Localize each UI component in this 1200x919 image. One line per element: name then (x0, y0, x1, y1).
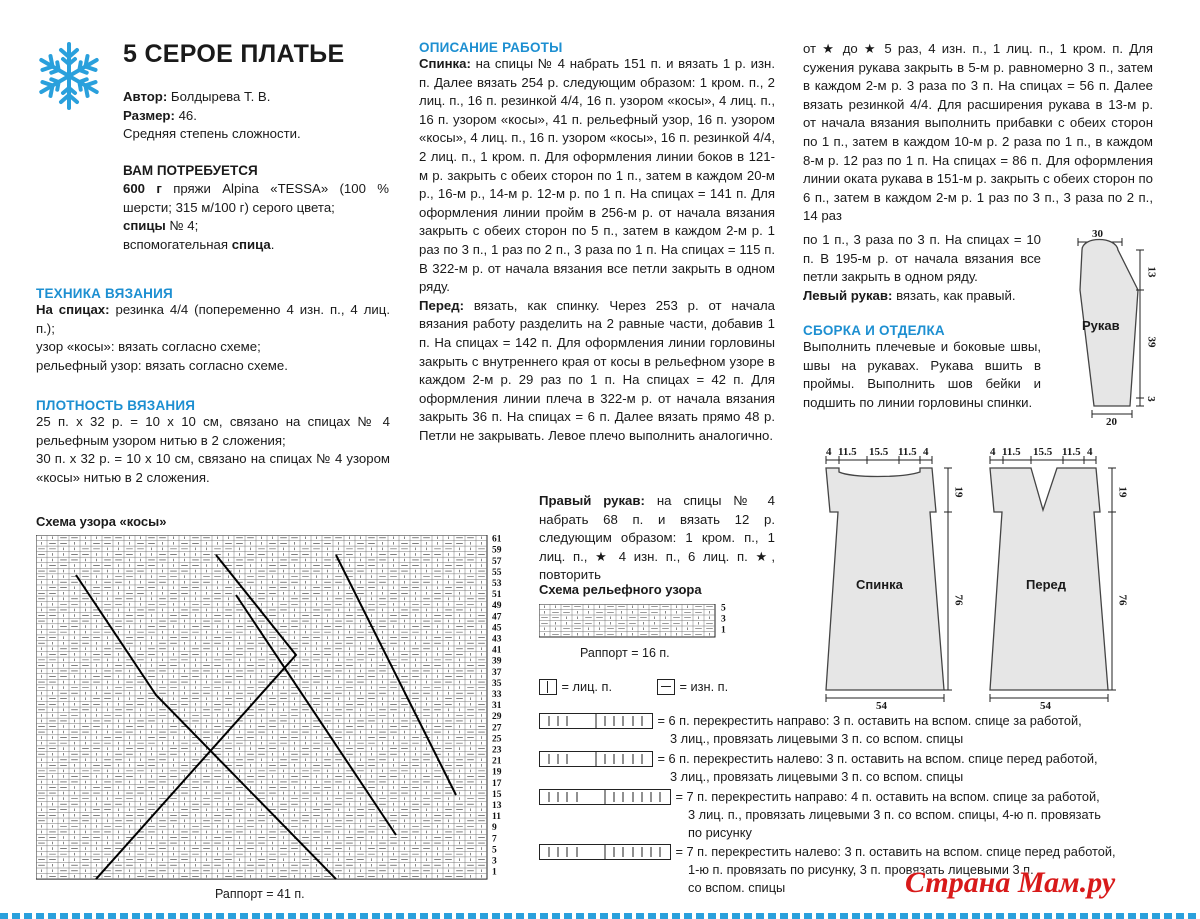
cable-chart-repeat: Раппорт = 41 п. (215, 887, 305, 901)
front-label: Перед (1026, 577, 1066, 592)
row-label: 17 (492, 778, 502, 789)
density-block (36, 398, 390, 487)
front-dim-4: 11.5 (1062, 446, 1081, 458)
size-value: 46. (178, 107, 197, 123)
cable-7-right-symbol (539, 789, 671, 805)
legend-c6r (539, 712, 1169, 748)
front-bottom-width: 54 (1040, 700, 1051, 712)
back-dim-5: 4 (923, 446, 929, 458)
back-text: на спицы № 4 набрать 151 п. и вязать 1 р. изн. п. Далее вязать 254 р. следующим образом: 1 кром. п., 2 лиц. п., 16 п. резинкой 4/4, 16 п. узором «косы», 4 лиц. п., 16 п. узором «косы», 41 п. рельефный узор, 16 п. узором «косы», 4 лиц. п., 16 п. узором «косы», 16 п. резинкой 4/4, 2 лиц. п., 1 кром. п. Для оформления линии боков в 121-м р. закрыть с обеих сторон по 1 п., затем в каждом 20-м р., 16-м р., 14-м р. 12-м р. по 1 п. На спицах = 141 п. Для оформления линии пройм в 256-м р. от начала вязания закрыть с обеих сторон по 5 п., затем в каждом 2-м р. 1 раз по 3 п., 1 раз по 2 п., 3 раза по 1 п. На спицах = 115 п. В 322-м р. от начала вязания все петли закрыть в одном ряду. (419, 56, 775, 295)
row-label: 3 (492, 856, 497, 867)
c7l-text-b: 1-ю п. провязать по рисунку, 3 п. провязать лицевыми 3 п. (688, 862, 1034, 877)
front-dim-3: 15.5 (1033, 446, 1053, 458)
row-label: 31 (492, 701, 502, 712)
watermark-logo: Страна Мам.ру (905, 866, 1116, 899)
page-title: 5 СЕРОЕ ПЛАТЬЕ (123, 40, 345, 68)
back-schematic (812, 444, 972, 714)
legend-c6l (539, 750, 1169, 786)
row-label: 3 (721, 614, 726, 625)
needles-value: № 4; (169, 218, 199, 234)
back-dim-2: 11.5 (838, 446, 857, 458)
row-label: 49 (492, 601, 502, 612)
sleeve-label: Рукав (1082, 318, 1120, 333)
technique-block (36, 286, 390, 375)
row-label: 21 (492, 756, 502, 767)
yarn-amount: 600 г (123, 181, 162, 196)
materials-block: ВАМ ПОТРЕБУЕТСЯ 600 г пряжи Alpina «TESSA» (100 % шерсти; 315 м/100 г) серого цвета; спицы № 4; вспомогательная спица. (123, 163, 389, 252)
row-label: 13 (492, 800, 502, 811)
needles-label: спицы (123, 218, 166, 234)
size-label: Размер: (123, 107, 175, 123)
relief-chart-title: Схема рельефного узора (539, 582, 702, 597)
knit-symbol (539, 679, 557, 695)
row-label: 5 (721, 604, 726, 614)
front-schematic (976, 444, 1136, 714)
c7r-text-b: 3 лиц. п., провязать лицевыми 3 п. со вспом. спицы, 4-ю п. провязать (688, 807, 1101, 822)
cable-6-right-symbol (539, 713, 653, 729)
row-label: 37 (492, 667, 502, 678)
sleeve-schematic (1060, 228, 1170, 428)
sleeve-continued-block (803, 40, 1153, 226)
row-label: 51 (492, 590, 502, 601)
relief-chart-repeat: Раппорт = 16 п. (580, 646, 670, 660)
snowflake-icon (33, 40, 105, 112)
description-block (419, 40, 775, 445)
row-label: 7 (492, 834, 497, 845)
c6l-text-b: 3 лиц., провязать лицевыми 3 п. со вспом. спицы (670, 769, 964, 784)
back-dim-1: 4 (826, 446, 832, 458)
back-bottom-width: 54 (876, 700, 887, 712)
c7l-text-c: со вспом. спицы (688, 880, 786, 895)
aux-text: вспомогательная (123, 236, 229, 252)
density-line2: 30 п. x 32 р. = 10 x 10 см, связано на спицах № 4 узором «косы» нитью в 2 сложения. (36, 451, 390, 485)
row-label: 1 (492, 867, 497, 878)
sleeve-h2: 39 (1145, 336, 1158, 348)
row-label: 57 (492, 556, 502, 567)
row-label: 27 (492, 723, 502, 734)
c6r-text-a: = 6 п. перекрестить направо: 3 п. оставить на вспом. спице за работой, (657, 713, 1082, 728)
left-sleeve-label: Левый рукав: (803, 287, 893, 303)
row-label: 43 (492, 634, 502, 645)
right-sleeve-block (539, 492, 775, 585)
density-line1: 25 п. x 32 р. = 10 x 10 см, связано на спицах № 4 рельефным узором нитью в 2 сложения; (36, 414, 390, 448)
front-upper-height: 19 (1116, 486, 1129, 498)
purl-symbol (657, 679, 675, 695)
relief-chart (539, 604, 739, 642)
front-label: Перед: (419, 297, 464, 313)
cable-6-left-symbol (539, 751, 653, 767)
author-value: Болдырева Т. В. (170, 89, 271, 104)
row-label: 15 (492, 789, 502, 800)
materials-heading: ВАМ ПОТРЕБУЕТСЯ (123, 163, 258, 178)
difficulty-text: Средняя степень сложности. (123, 126, 301, 142)
left-sleeve-text: вязать, как правый. (896, 287, 1016, 303)
front-text: вязать, как спинку. Через 253 р. от начала вязания работу разделить на 2 равные части, добавив 1 п. На спицах = 142 п. Для оформления линии горловины закрыть с внутреннего края от косы в рельефном узоре в каждом 2-м р. 29 раз по 1 п. На спицах = 42 п. Для оформления линии плеча в 322-м р. от начала вязания закрыть 36 п. На спицах = 6 п. Далее вязать прямо 48 р. Петли не закрывать. Левое плечо выполнить аналогично. (419, 297, 775, 443)
sleeve-cont-text-2: по 1 п., 3 раза по 3 п. На спицах = 10 п. В 195-м р. от начала вязания все петли закрыть в одном ряду. (803, 232, 1041, 285)
row-label: 11 (492, 812, 501, 823)
sleeve-h1: 13 (1145, 266, 1158, 278)
row-label: 33 (492, 689, 502, 700)
technique-heading: ТЕХНИКА ВЯЗАНИЯ (36, 286, 173, 301)
cable-chart (36, 535, 502, 880)
back-label: Спинка (856, 577, 903, 592)
row-label: 45 (492, 623, 502, 634)
c7r-text-c: по рисунку (688, 825, 752, 840)
author-label: Автор: (123, 89, 168, 104)
sleeve-cont-text: от ★ до ★ 5 раз, 4 изн. п., 1 лиц. п., 1 кром. п. Для сужения рукава закрыть в 5-м р. равномерно 3 п., затем в каждом 2-м р. 3 раза по 3 п. На спицах = 56 п. Далее вязать резинкой 4/4. Для расширения рукава в 13-м р. от начала вязания выполнить прибавки с обеих сторон по 1 п., затем в каждом 10-м р. 2 раза по 1 п., в каждом 8-м р. 12 раз по 1 п. На спицах = 86 п. Для оформления линии оката рукава в 151-м р. закрыть с обеих сторон по 6 п., затем в каждом 2-м р. 1 раз по 3 п., 3 раза по 2 п., 14 раз (803, 41, 1153, 224)
back-dim-3: 15.5 (869, 446, 889, 458)
back-dim-4: 11.5 (898, 446, 917, 458)
aux-bold: спица (231, 236, 271, 252)
density-heading: ПЛОТНОСТЬ ВЯЗАНИЯ (36, 398, 196, 413)
row-label: 55 (492, 567, 502, 578)
technique-line2: узор «косы»: вязать согласно схеме; (36, 339, 261, 355)
row-label: 19 (492, 767, 502, 778)
front-dim-5: 4 (1087, 446, 1093, 458)
legend-knit (539, 678, 612, 696)
cable-7-left-symbol (539, 844, 671, 860)
sleeve-top-width: 30 (1092, 228, 1103, 240)
right-sleeve-text: на спицы № 4 набрать 68 п. и вязать 12 р. следующим образом: 1 кром. п., 1 лиц. п., ★ 4 изн. п., 6 лиц. п. ★, повторить (539, 493, 775, 583)
row-label: 1 (721, 625, 726, 636)
row-label: 25 (492, 734, 502, 745)
technique-line1: резинка 4/4 (попеременно 4 изн. п., 4 лиц. п.); (36, 302, 390, 336)
back-upper-height: 19 (952, 486, 965, 498)
row-label: 61 (492, 535, 502, 545)
back-lower-height: 76 (952, 594, 965, 606)
front-dim-2: 11.5 (1002, 446, 1021, 458)
author-block (123, 88, 393, 144)
knit-text: = лиц. п. (561, 679, 613, 694)
c6l-text-a: = 6 п. перекрестить налево: 3 п. оставить на вспом. спице перед работой, (657, 751, 1098, 766)
front-lower-height: 76 (1116, 594, 1129, 606)
assembly-block (803, 323, 1041, 412)
technique-label: На спицах: (36, 302, 110, 317)
legend-purl (657, 678, 728, 696)
front-dim-1: 4 (990, 446, 996, 458)
purl-text: = изн. п. (679, 679, 729, 694)
description-heading: ОПИСАНИЕ РАБОТЫ (419, 40, 563, 55)
yarn-text: пряжи Alpina «TESSA» (100 % шерсти; 315 м/100 г) серого цвета; (123, 181, 389, 215)
row-label: 29 (492, 712, 502, 723)
c7r-text-a: = 7 п. перекрестить направо: 4 п. оставить на вспом. спице за работой, (675, 789, 1100, 804)
legend-c7r (539, 788, 1169, 842)
cable-chart-title: Схема узора «косы» (36, 514, 167, 529)
c7l-text-a: = 7 п. перекрестить налево: 3 п. оставить на вспом. спице перед работой, (675, 844, 1116, 859)
sleeve-bottom-width: 20 (1106, 416, 1117, 428)
assembly-heading: СБОРКА И ОТДЕЛКА (803, 323, 945, 338)
technique-line3: рельефный узор: вязать согласно схеме. (36, 357, 288, 373)
back-label: Спинка: (419, 56, 471, 71)
row-label: 5 (492, 845, 497, 856)
right-sleeve-label: Правый рукав: (539, 493, 645, 508)
bottom-stripe (0, 913, 1200, 919)
row-label: 59 (492, 545, 502, 556)
c6r-text-b: 3 лиц., провязать лицевыми 3 п. со вспом. спицы (670, 731, 964, 746)
row-label: 9 (492, 823, 497, 834)
sleeve-h3: 3 (1144, 396, 1157, 402)
row-label: 39 (492, 656, 502, 667)
row-label: 23 (492, 745, 502, 756)
row-label: 53 (492, 578, 502, 589)
row-label: 41 (492, 645, 502, 656)
row-label: 35 (492, 678, 502, 689)
row-label: 47 (492, 612, 502, 623)
sleeve-continued-block-2 (803, 231, 1041, 305)
assembly-text: Выполнить плечевые и боковые швы, швы на рукавах. Рукава вшить в проймы. Выполнить шов бейки и подшить по линии горловины спинки. (803, 339, 1041, 410)
